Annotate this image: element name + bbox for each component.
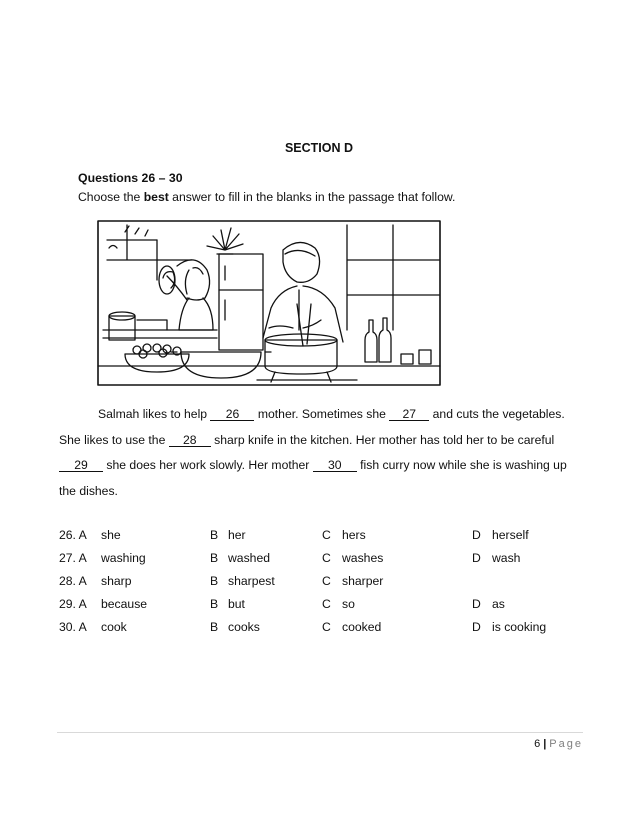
option-d-letter: D: [472, 597, 481, 611]
instruction: [78, 190, 455, 204]
question-number: 30. A: [59, 620, 87, 634]
option-c: washes: [342, 551, 384, 565]
question-number: 26. A: [59, 528, 87, 542]
passage-text: sharp knife in the kitchen. Her mother has told her to be careful: [210, 433, 555, 447]
footer-divider: [57, 732, 583, 733]
questions-range: Questions 26 – 30: [78, 171, 183, 185]
blank-26: 26: [210, 408, 254, 421]
option-b-letter: B: [210, 574, 219, 588]
option-d: as: [492, 597, 505, 611]
passage-text: She likes to use the: [59, 433, 169, 447]
option-b-letter: B: [210, 551, 219, 565]
option-b-letter: B: [210, 620, 219, 634]
option-c-letter: C: [322, 597, 331, 611]
instruction-emphasis: best: [143, 190, 169, 204]
option-a: cook: [101, 620, 127, 634]
option-d-letter: D: [472, 620, 481, 634]
question-number: 27. A: [59, 551, 87, 565]
footer-separator: |: [543, 738, 547, 750]
option-row-29: [0, 597, 638, 615]
option-d-letter: D: [472, 528, 481, 542]
option-b: cooks: [228, 620, 260, 634]
option-c-letter: C: [322, 620, 331, 634]
instruction-text-end: answer to fill in the blanks in the passage that follow.: [168, 190, 456, 204]
option-d: wash: [492, 551, 521, 565]
passage-text: fish curry now while she is washing up: [356, 458, 567, 472]
option-c-letter: C: [322, 551, 331, 565]
blank-27: 27: [389, 408, 429, 421]
option-a: because: [101, 597, 148, 611]
option-b-letter: B: [210, 597, 219, 611]
option-a: washing: [101, 551, 146, 565]
passage-text: she does her work slowly. Her mother: [103, 458, 313, 472]
option-c: hers: [342, 528, 366, 542]
blank-28: 28: [169, 434, 211, 447]
passage-line-3: [59, 458, 567, 472]
instruction-text: Choose the: [78, 190, 144, 204]
passage-line-2: [59, 433, 554, 447]
option-b: sharpest: [228, 574, 275, 588]
option-d: is cooking: [492, 620, 547, 634]
option-c-letter: C: [322, 528, 331, 542]
option-c-letter: C: [322, 574, 331, 588]
kitchen-illustration: [97, 220, 441, 386]
option-row-28: [0, 574, 638, 592]
option-c: so: [342, 597, 355, 611]
page-number: 6: [534, 738, 541, 750]
option-d: herself: [492, 528, 529, 542]
option-b: her: [228, 528, 246, 542]
section-title: SECTION D: [284, 141, 354, 155]
passage-line-1: [98, 407, 565, 421]
passage-line-4: the dishes.: [59, 484, 118, 498]
page-footer: [534, 738, 583, 750]
passage-text: mother. Sometimes she: [254, 407, 390, 421]
passage-text: and cuts the vegetables.: [429, 407, 565, 421]
option-b: but: [228, 597, 245, 611]
passage-text: Salmah likes to help: [98, 407, 211, 421]
option-row-26: [0, 528, 638, 546]
question-number: 29. A: [59, 597, 87, 611]
blank-30: 30: [313, 459, 357, 472]
option-c: cooked: [342, 620, 382, 634]
option-b-letter: B: [210, 528, 219, 542]
option-row-30: [0, 620, 638, 638]
option-row-27: [0, 551, 638, 569]
option-d-letter: D: [472, 551, 481, 565]
option-b: washed: [228, 551, 271, 565]
option-a: she: [101, 528, 121, 542]
option-c: sharper: [342, 574, 384, 588]
page-label: Page: [549, 738, 583, 750]
blank-29: 29: [59, 459, 103, 472]
question-number: 28. A: [59, 574, 87, 588]
option-a: sharp: [101, 574, 132, 588]
